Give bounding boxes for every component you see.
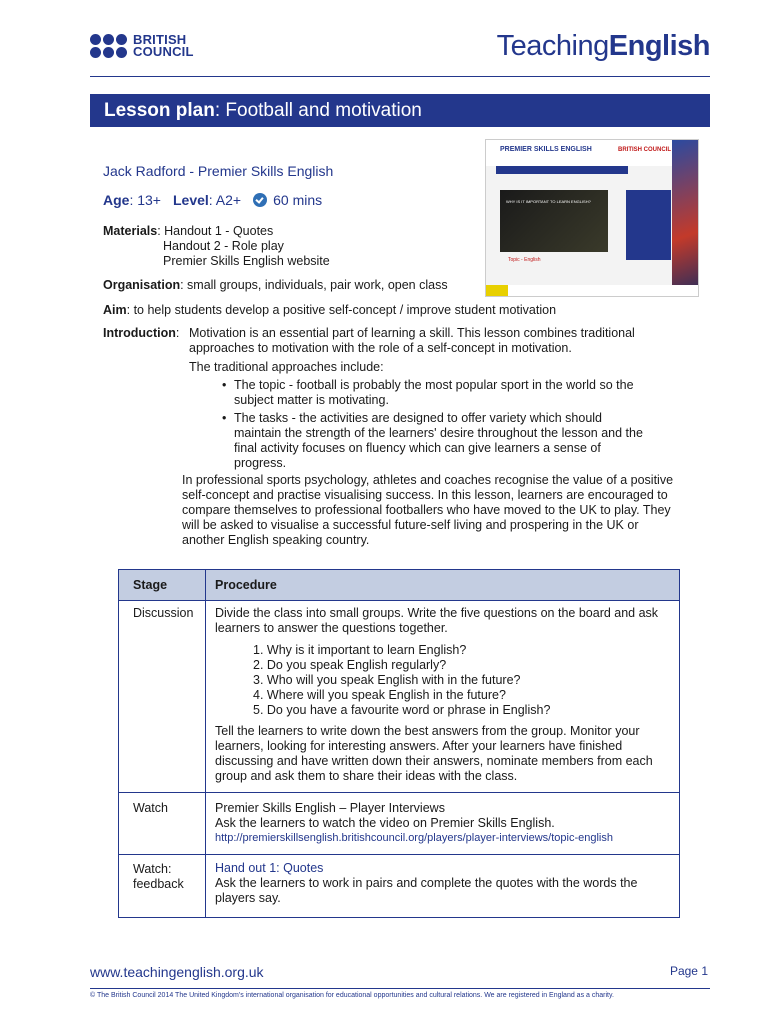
british-council-logo <box>90 34 194 58</box>
row3-stage <box>133 862 184 892</box>
row2-procedure <box>215 801 613 846</box>
lesson-title-bar <box>90 94 710 127</box>
introduction-label: Introduction <box>103 326 176 340</box>
intro-para3-line5: another English speaking country. <box>182 533 370 547</box>
row1-p1-line2: learners to answer the questions together. <box>215 621 448 635</box>
bullet2-line4: progress. <box>234 456 287 470</box>
bullet-dot-1: • <box>222 378 227 392</box>
thumbnail-brand: PREMIER SKILLS ENGLISH <box>500 146 592 153</box>
author-line: Jack Radford - Premier Skills English <box>103 163 334 179</box>
title-text: : Football and motivation <box>214 100 422 121</box>
row2-stage: Watch <box>133 801 168 815</box>
clock-icon <box>253 193 267 207</box>
materials-section <box>103 224 330 269</box>
bullet2-line1: The tasks - the activities are designed to offer variety which should <box>234 411 603 425</box>
question-4: 4. Where will you speak English in the future? <box>253 688 506 702</box>
intro-para3-line1: In professional sports psychology, athletes and coaches recognise the value of a positive <box>182 473 674 487</box>
row3-line2: players say. <box>215 891 281 905</box>
footer-website-link[interactable]: www.teachingenglish.org.uk <box>90 964 264 980</box>
organisation-text: : small groups, individuals, pair work, open class <box>180 278 448 292</box>
row1-p2-line1: Tell the learners to write down the best answers from the group. Monitor your <box>215 724 640 738</box>
table-header-row <box>119 570 679 601</box>
row1-questions-list <box>253 643 550 718</box>
british-council-dots-icon <box>90 34 127 58</box>
page-number: Page 1 <box>669 964 708 978</box>
table-row-divider-1 <box>119 792 679 793</box>
question-1: 1. Why is it important to learn English? <box>253 643 467 657</box>
materials-item-3: Premier Skills English website <box>163 254 330 268</box>
materials-item-1: : Handout 1 - Quotes <box>157 224 274 238</box>
aim-text: : to help students develop a positive self-concept / improve student motivation <box>126 303 557 317</box>
bullet2-line3: final activity focuses on fluency which can give learners a sense of <box>234 441 601 455</box>
row1-p2-line3: discussing and have written down their answers, nominate members from each <box>215 754 653 768</box>
footer-divider <box>90 988 710 989</box>
question-2: 2. Do you speak English regularly? <box>253 658 447 672</box>
intro-para3-line3: compare themselves to professional footballers who have moved to the UK to play. They <box>182 503 671 517</box>
question-3: 3. Who will you speak English with in the future? <box>253 673 521 687</box>
intro-para1-line1: Motivation is an essential part of learning a skill. This lesson combines traditional <box>189 326 635 340</box>
header-procedure: Procedure <box>215 578 277 592</box>
level-value: : A2+ <box>208 192 242 208</box>
row1-stage: Discussion <box>133 606 194 620</box>
teaching-english-logo <box>497 30 710 63</box>
website-screenshot-image <box>485 139 699 297</box>
row1-p2-line2: learners, looking for interesting answers. After your learners have finished <box>215 739 623 753</box>
lesson-meta <box>103 192 322 208</box>
materials-label: Materials <box>103 224 158 238</box>
row2-line1: Premier Skills English – Player Interviews <box>215 801 445 815</box>
age-label: Age <box>103 192 130 208</box>
bullet2-line2: maintain the strength of the learners' desire throughout the lesson and the <box>234 426 643 440</box>
row1-p2-line4: group and ask them to share their ideas with the class. <box>215 769 518 783</box>
intro-para1-line2: approaches to motivation with the role of a self-concept in motivation. <box>189 341 572 355</box>
title-label: Lesson plan <box>104 100 215 121</box>
intro-para3-line2: self-concept and practise visualising success. In this lesson, learners are encouraged to <box>182 488 668 502</box>
row1-p1-line1: Divide the class into small groups. Write the five questions on the board and ask <box>215 606 659 620</box>
organisation-line <box>103 278 448 293</box>
level-label: Level <box>172 192 209 208</box>
introduction-bullet-1 <box>234 378 634 408</box>
bc-logo-line1: BRITISH <box>133 32 187 47</box>
row3-line1: Ask the learners to work in pairs and complete the quotes with the words the <box>215 876 638 890</box>
copyright-notice: © The British Council 2014 The United Kingdom's international organisation for educational opportunities and cultural relations. We are registered in England as a charity. <box>90 992 614 999</box>
question-5: 5. Do you have a favourite word or phrase in English? <box>253 703 551 717</box>
introduction-bullet-2 <box>234 411 643 471</box>
thumbnail-headline: WHY IS IT IMPORTANT TO LEARN ENGLISH? <box>506 199 591 204</box>
row1-paragraph-2 <box>215 724 653 784</box>
te-logo-part2: English <box>608 30 710 62</box>
player-interviews-link[interactable]: http://premierskillsenglish.britishcouncil.org/players/player-interviews/topic-english <box>215 832 613 844</box>
thumbnail-topic: Topic - English <box>508 257 541 263</box>
aim-label: Aim <box>103 303 127 317</box>
materials-item-2: Handout 2 - Role play <box>163 239 284 253</box>
row2-line2: Ask the learners to watch the video on Premier Skills English. <box>215 816 555 830</box>
te-logo-part1: Teaching <box>496 30 609 62</box>
row1-paragraph-1 <box>215 606 658 636</box>
introduction-para-3 <box>182 473 673 548</box>
row3-stage-line2: feedback <box>133 877 184 891</box>
table-row-divider-2 <box>119 854 679 855</box>
thumbnail-partner: BRITISH COUNCIL <box>618 147 671 153</box>
introduction-colon: : <box>175 326 180 340</box>
age-value: : 13+ <box>129 192 161 208</box>
procedure-table <box>118 569 680 918</box>
aim-line <box>103 303 556 318</box>
introduction-label-line <box>103 326 179 341</box>
page-header <box>90 30 710 76</box>
row3-stage-line1: Watch: <box>133 862 172 876</box>
bc-logo-line2: COUNCIL <box>133 44 194 59</box>
row3-procedure <box>215 861 637 906</box>
introduction-para-1 <box>189 326 635 356</box>
bullet1-line2: subject matter is motivating. <box>234 393 389 407</box>
organisation-label: Organisation <box>103 278 181 292</box>
header-divider <box>90 76 710 77</box>
duration-value: 60 mins <box>273 192 323 208</box>
introduction-para-2: The traditional approaches include: <box>189 360 384 374</box>
header-stage: Stage <box>133 578 168 592</box>
intro-para3-line4: will be asked to visualise a successful future-self living and prospering in the UK or <box>182 518 639 532</box>
table-column-divider <box>205 570 206 917</box>
bullet-dot-2: • <box>222 411 227 425</box>
handout-quotes-link[interactable]: Hand out 1: Quotes <box>215 861 324 875</box>
bullet1-line1: The topic - football is probably the most popular sport in the world so the <box>234 378 634 392</box>
